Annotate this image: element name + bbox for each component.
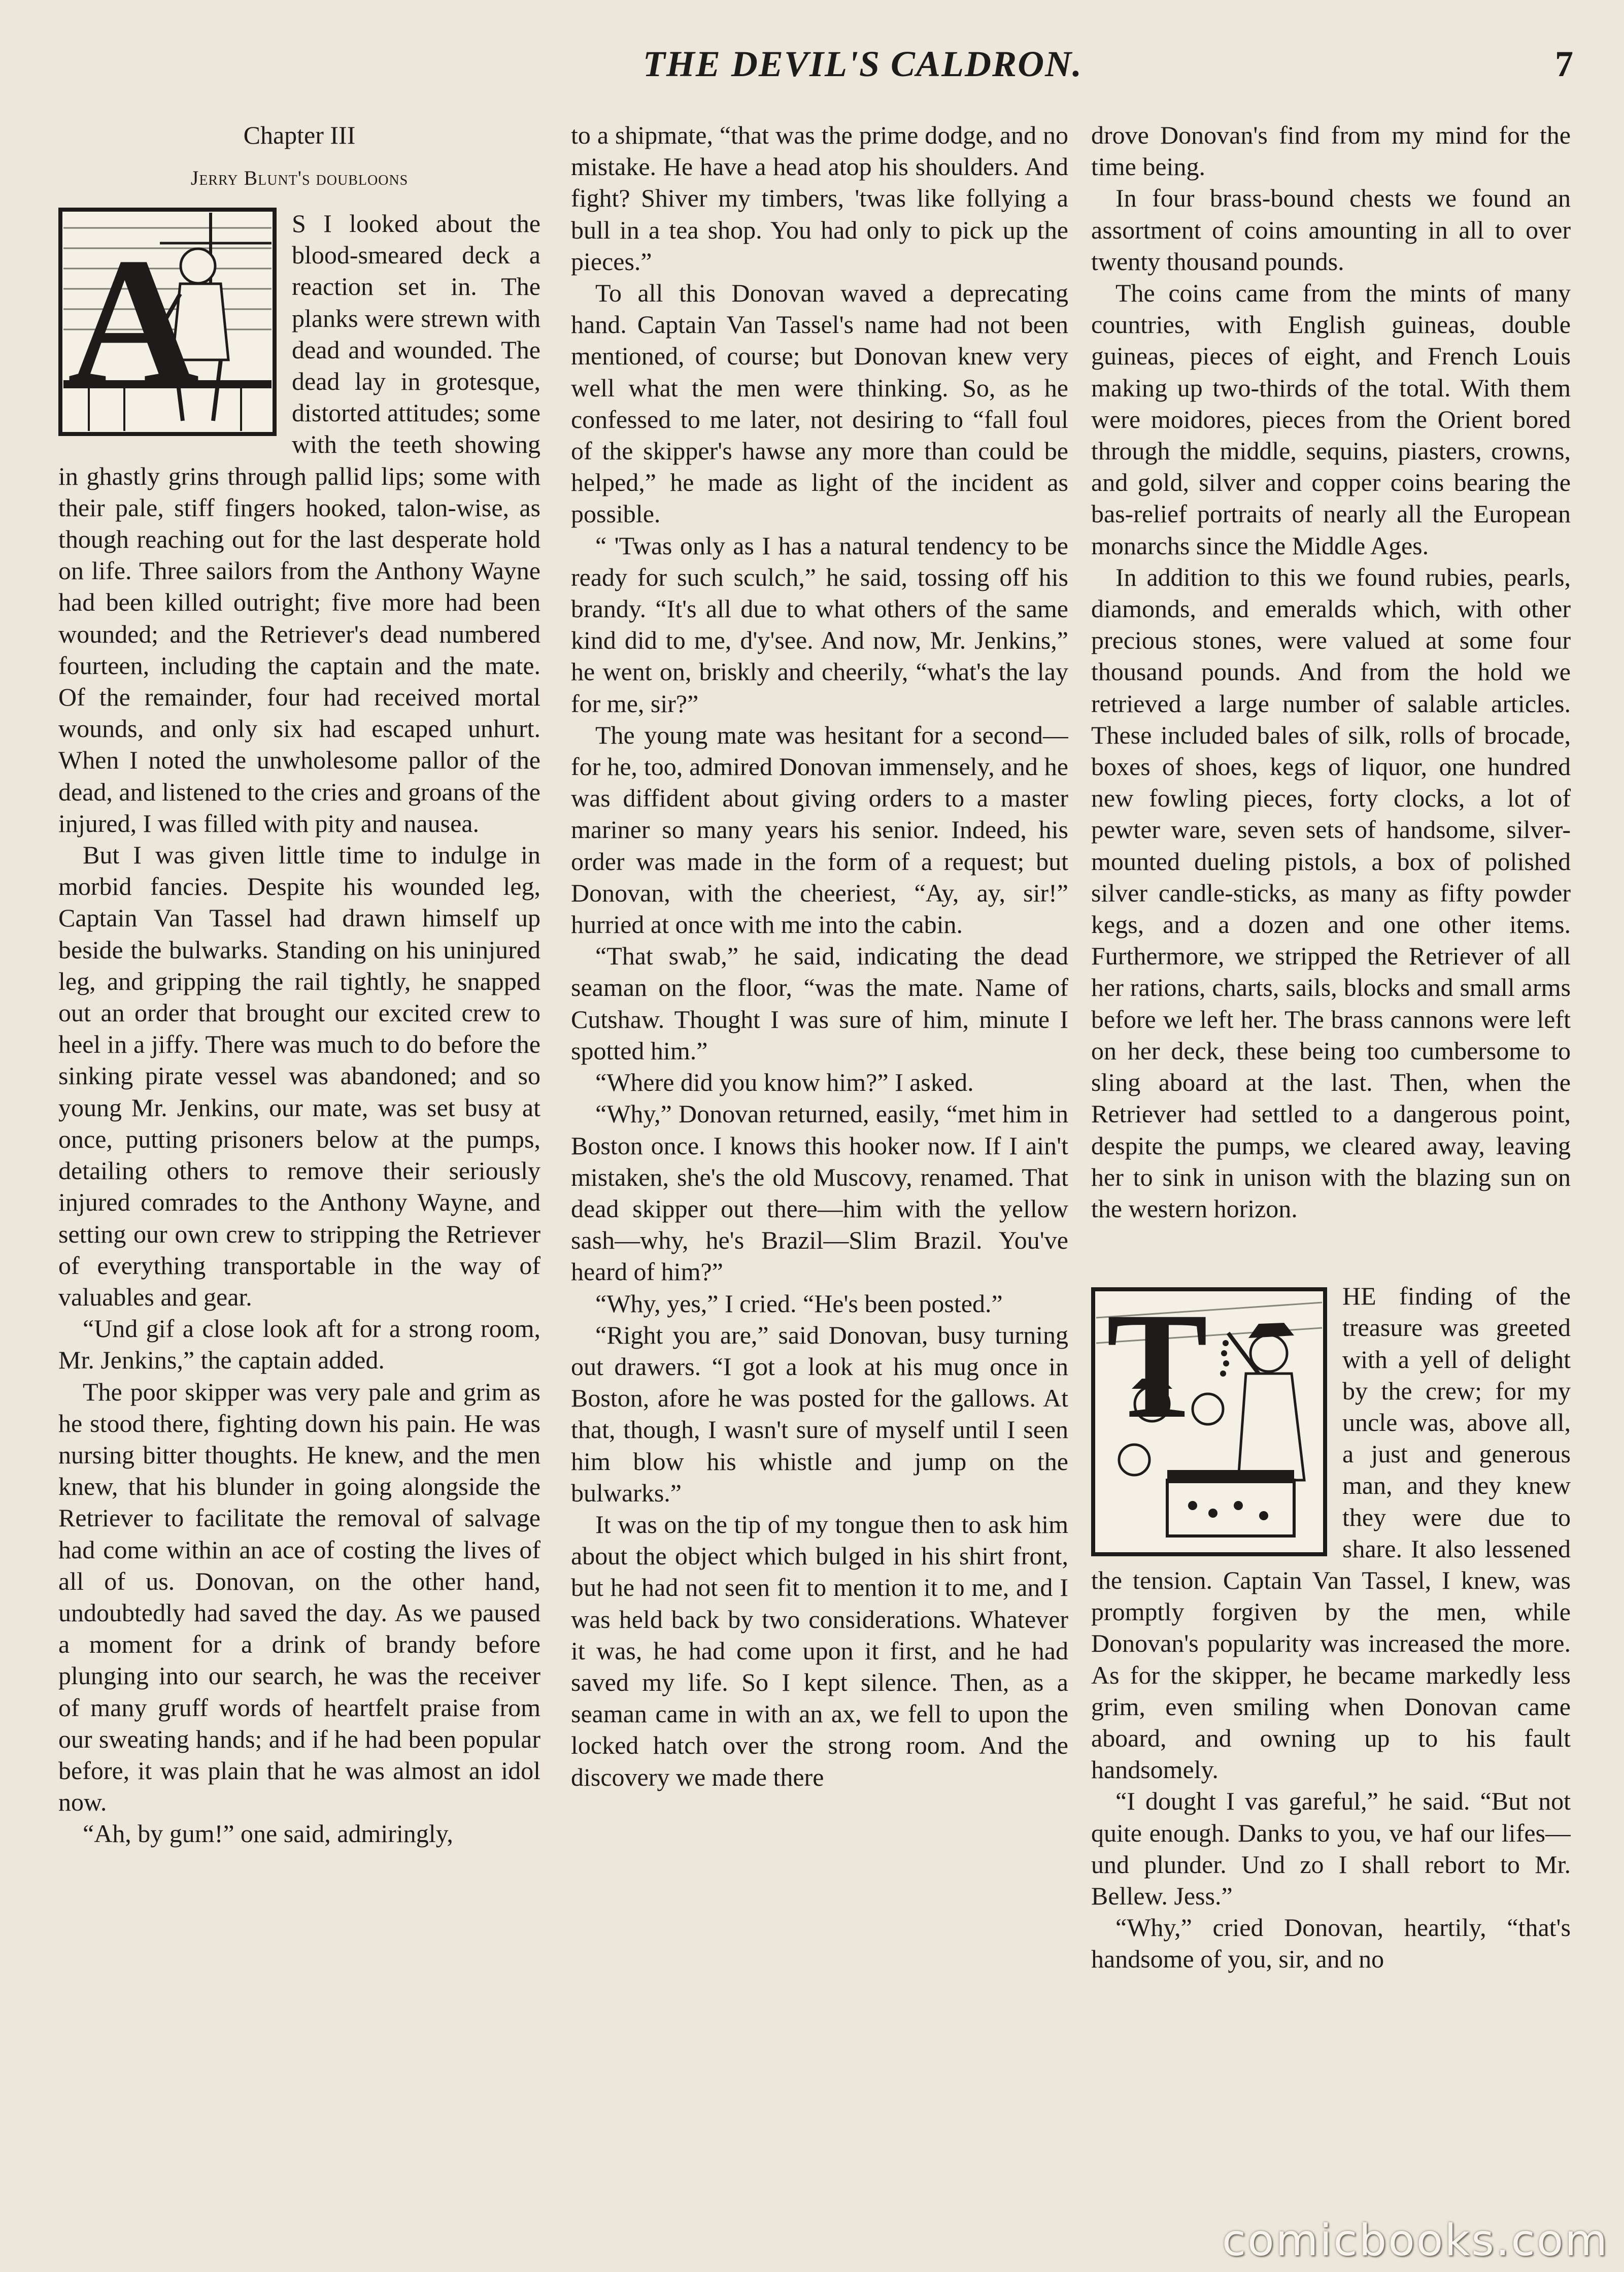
paragraph: “Ah, by gum!” one said, admiringly, <box>83 1819 453 1848</box>
text-column-1 <box>58 119 540 2208</box>
paragraph: “Right you are,” said Donovan, busy turning out drawers. “I got a look at his mug once in Boston, afore he was posted for the gallows. At that, though, I wasn't sure of myself until I seen him blow his whistle and jump on the bulwarks.” <box>571 1320 1068 1507</box>
drop-cap-a-illustration <box>58 208 277 436</box>
page-number: 7 <box>1555 44 1573 84</box>
chapter-heading: Chapter III <box>243 121 356 149</box>
paragraph: “I dought I vas gareful,” he said. “But not quite enough. Danks to you, ve haf our lifes—und plunder. Und zo I shall rebort to Mr. Bellew. Jess.” <box>1091 1787 1571 1910</box>
paragraph: “Where did you know him?” I asked. <box>595 1068 974 1097</box>
paragraph: The coins came from the mints of many countries, with English guineas, double guineas, pieces of eight, and French Louis making up two-thirds of the total. With them were moidores, pieces from the Orient bored through the middle, sequins, piasters, crowns, and gold, silver and copper coins bearing the bas-relief portraits of nearly all the European monarchs since the Middle Ages. <box>1091 279 1571 560</box>
paragraph: “ 'Twas only as I has a natural tendency to be ready for such sculch,” he said, tossing off his brandy. “It's all due to what others of the same kind did to me, d'y'see. And now, Mr. Jenkins,” he went on, briskly and cheerily, “what's the lay for me, sir?” <box>571 531 1068 718</box>
text-column-3 <box>1091 119 1571 2208</box>
paragraph: It was on the tip of my tongue then to ask him about the object which bulged in his shirt front, but he had not seen fit to mention it to me, and I was held back by two considerations. Whatever it was, he had come upon it first, and he had saved my life. So I kept silence. Then, as a seaman came in with an ax, we fell to upon the locked hatch over the strong room. And the discovery we made there <box>571 1510 1068 1791</box>
paragraph: “That swab,” he said, indicating the dead seaman on the floor, “was the mate. Name of Cutshaw. Thought I was sure of him, minute I spotted him.” <box>571 942 1068 1065</box>
paragraph: To all this Donovan waved a deprecating hand. Captain Van Tassel's name had not been mentioned, of course; but Donovan knew very well what the men were thinking. So, as he confessed to me later, not desiring to “fall foul of the skipper's hawse any more than could be helped,” he made as light of the incident as possible. <box>571 279 1068 528</box>
site-watermark: comicbooks.com <box>1222 2215 1609 2266</box>
drop-cap-letter: T <box>1106 1287 1208 1450</box>
paragraph: “Why, yes,” I cried. “He's been posted.” <box>595 1289 1003 1318</box>
sailor-illustration-icon <box>58 208 277 436</box>
paragraph: “Why,” Donovan returned, easily, “met him in Boston once. I knows this hooker now. If I ain't mistaken, she's the old Muscovy, renamed. That dead skipper out there—him with the yellow sash—why, he's Brazil—Slim Brazil. You've heard of him?” <box>571 1099 1068 1286</box>
drop-cap-letter: A <box>67 220 199 422</box>
paragraph: HE finding of the treasure was greeted with a yell of delight by the crew; for my uncle was, above all, a just and generous man, and they knew they were due to share. It also lessened the tension. Captain Van Tassel, I knew, was promptly forgiven by the men, while Donovan's popularity was increased the more. As for the skipper, he became markedly less grim, even smiling when Donovan came aboard, and owning up to his fault handsomely. <box>1091 1282 1571 1784</box>
paragraph: In four brass-bound chests we found an assortment of coins amounting in all to over twenty thousand pounds. <box>1091 184 1571 276</box>
drop-cap-t-illustration <box>1091 1287 1327 1556</box>
paragraph: “Why,” cried Donovan, heartily, “that's handsome of you, sir, and no <box>1091 1913 1571 1974</box>
paragraph: The poor skipper was very pale and grim as he stood there, fighting down his pain. He was nursing bitter thoughts. He knew, and the men knew, that his blunder in going alongside the Retriever to facilitate the removal of salvage had come within an ace of costing the lives of all of us. Donovan, on the other hand, undoubtedly had saved the day. As we paused a moment for a drink of brandy before plunging into our search, he was the receiver of many gruff words of heartfelt praise from our sweating hands; and if he had been popular before, it was plain that he was almost an idol now. <box>58 1377 540 1817</box>
text-column-2 <box>571 119 1068 2208</box>
paragraph: to a shipmate, “that was the prime dodge, and no mistake. He have a head atop his shoulders. And fight? Shiver my timbers, 'twas like follying a bull in a tea shop. You had only to pick up the pieces.” <box>571 121 1068 276</box>
paragraph: In addition to this we found rubies, pearls, diamonds, and emeralds which, with other precious stones, were valued at some four thousand pounds. And from the hold we retrieved a large number of salable articles. These included bales of silk, rolls of brocade, boxes of shoes, kegs of liquor, one hundred new fowling pieces, forty clocks, a lot of pewter ware, seven sets of handsome, silver-mounted dueling pistols, a box of polished silver candle-sticks, as many as fifty powder kegs, and a dozen and one other items. Furthermore, we stripped the Retriever of all her rations, charts, sails, blocks and small arms before we left her. The brass cannons were left on her deck, these being too cumbersome to sling aboard at the last. Then, when the Retriever had settled to a dangerous point, despite the pumps, we cleared away, leaving her to sink in unison with the blazing sun on the western horizon. <box>1091 562 1571 1223</box>
paragraph: S I looked about the blood-smeared deck a reaction set in. The planks were strewn with dead and wounded. The dead lay in grotesque, distorted attitudes; some with the teeth showing in ghastly grins through pallid lips; some with their pale, stiff fingers hooked, talon-wise, as though reaching out for the last desperate hold on life. Three sailors from the Anthony Wayne had been killed outright; five more had been wounded; and the Retriever's dead numbered fourteen, including the captain and the mate. Of the remainder, four had received mortal wounds, and only six had escaped unhurt. When I noted the unwholesome pallor of the dead, and listened to the cries and groans of the injured, I was filled with pity and nausea. <box>58 209 540 838</box>
treasure-illustration-icon <box>1091 1287 1327 1556</box>
chapter-subtitle: Jerry Blunt's doubloons <box>190 166 409 189</box>
running-header-title: THE DEVIL'S CALDRON. <box>642 44 1083 84</box>
paragraph: But I was given little time to indulge in morbid fancies. Despite his wounded leg, Captain Van Tassel had drawn himself up beside the bulwarks. Standing on his uninjured leg, and gripping the rail tightly, he snapped out an order that brought our excited crew to heel in a jiffy. There was much to do before the sinking pirate vessel was abandoned; and so young Mr. Jenkins, our mate, was set busy at once, putting prisoners below at the pumps, detailing others to remove their seriously injured comrades to the Anthony Wayne, and setting our own crew to stripping the Retriever of everything transportable in the way of valuables and gear. <box>58 841 540 1311</box>
paragraph: “Und gif a close look aft for a strong room, Mr. Jenkins,” the captain added. <box>58 1314 540 1375</box>
section-gap <box>1091 1224 1571 1280</box>
paragraph: drove Donovan's find from my mind for the time being. <box>1091 121 1571 181</box>
paragraph: The young mate was hesitant for a second—for he, too, admired Donovan immensely, and he was diffident about giving orders to a master mariner so many years his senior. Indeed, his order was made in the form of a request; but Donovan, with the cheeriest, “Ay, ay, sir!” hurried at once with me into the cabin. <box>571 720 1068 939</box>
